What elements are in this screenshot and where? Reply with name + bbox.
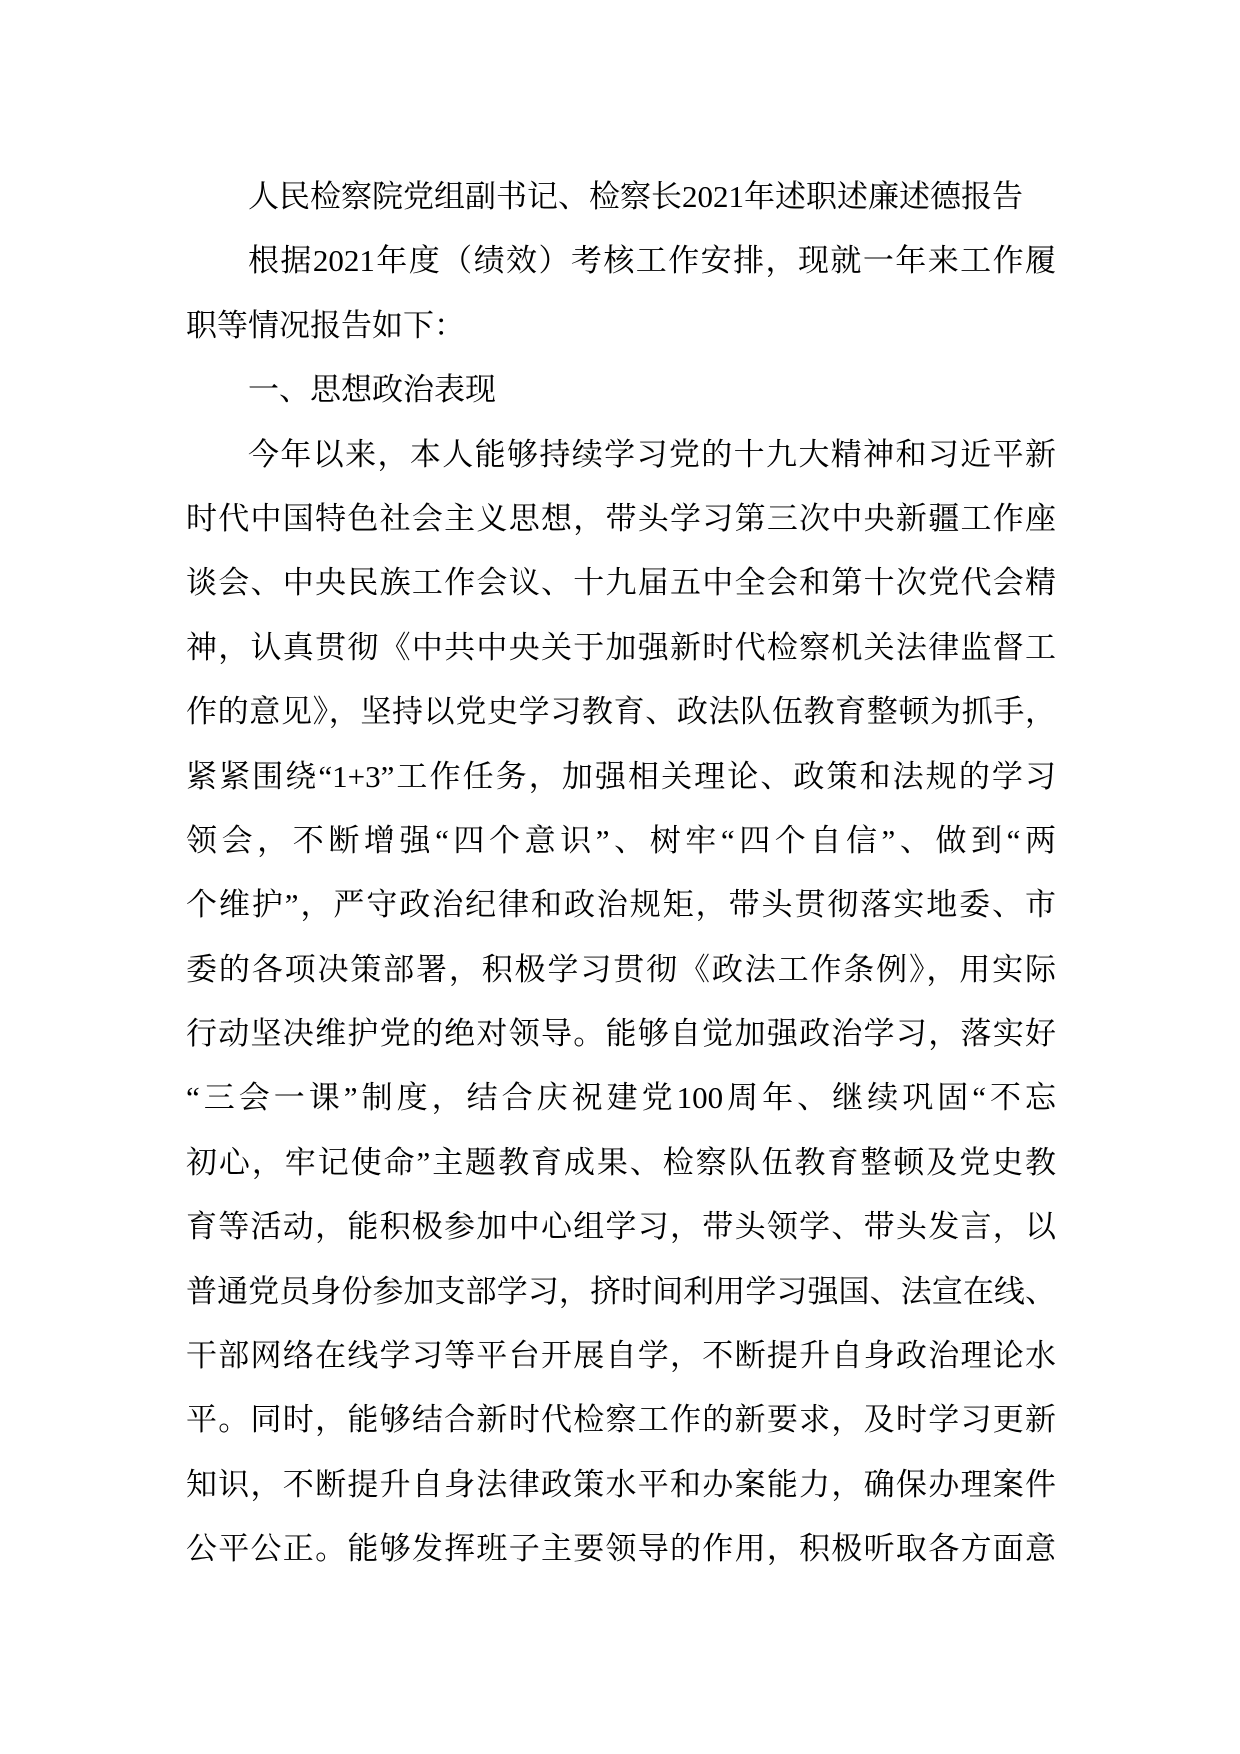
text-line: 职等情况报告如下： <box>186 307 465 343</box>
section-heading: 一、思想政治表现 <box>248 372 496 408</box>
text-line: 干部网络在线学习等平台开展自学，不断提升自身政治理论水 <box>186 1338 1056 1374</box>
text-line: 行动坚决维护党的绝对领导。能够自觉加强政治学习，落实好 <box>186 1016 1056 1052</box>
text-line: 时代中国特色社会主义思想，带头学习第三次中央新疆工作座 <box>186 500 1056 536</box>
text-line: 神，认真贯彻《中共中央关于加强新时代检察机关法律监督工 <box>186 629 1056 665</box>
text-line: 根据2021年度（绩效）考核工作安排，现就一年来工作履 <box>248 243 1056 279</box>
text-line: 谈会、中央民族工作会议、十九届五中全会和第十次党代会精 <box>186 565 1056 601</box>
text-line: 委的各项决策部署，积极学习贯彻《政法工作条例》，用实际 <box>186 951 1056 987</box>
text-line: 初心，牢记使命”主题教育成果、检察队伍教育整顿及党史教 <box>186 1144 1056 1180</box>
text-line: 今年以来，本人能够持续学习党的十九大精神和习近平新 <box>248 436 1056 472</box>
text-line: 个维护”，严守政治纪律和政治规矩，带头贯彻落实地委、市 <box>186 887 1056 923</box>
report-title-paragraph <box>186 165 1056 229</box>
text-line: 普通党员身份参加支部学习，挤时间利用学习强国、法宣在线、 <box>186 1273 1056 1309</box>
text-line: 平。同时，能够结合新时代检察工作的新要求，及时学习更新 <box>186 1402 1056 1438</box>
text-line: “三会一课”制度，结合庆祝建党100周年、继续巩固“不忘 <box>186 1080 1056 1116</box>
document-body <box>186 165 1056 1582</box>
text-line: 紧紧围绕“1+3”工作任务，加强相关理论、政策和法规的学习 <box>186 758 1056 794</box>
section-heading-paragraph <box>186 358 1056 422</box>
section-1-paragraph <box>186 423 1056 1582</box>
text-line: 领会，不断增强“四个意识”、树牢“四个自信”、做到“两 <box>186 822 1056 858</box>
intro-paragraph <box>186 229 1056 358</box>
text-line: 育等活动，能积极参加中心组学习，带头领学、带头发言，以 <box>186 1209 1056 1245</box>
text-line: 作的意见》，坚持以党史学习教育、政法队伍教育整顿为抓手， <box>186 694 1056 730</box>
text-line: 公平公正。能够发挥班子主要领导的作用，积极听取各方面意 <box>186 1531 1056 1567</box>
text-line: 知识，不断提升自身法律政策水平和办案能力，确保办理案件 <box>186 1466 1056 1502</box>
page-title: 人民检察院党组副书记、检察长2021年述职述廉述德报告 <box>248 179 1023 214</box>
